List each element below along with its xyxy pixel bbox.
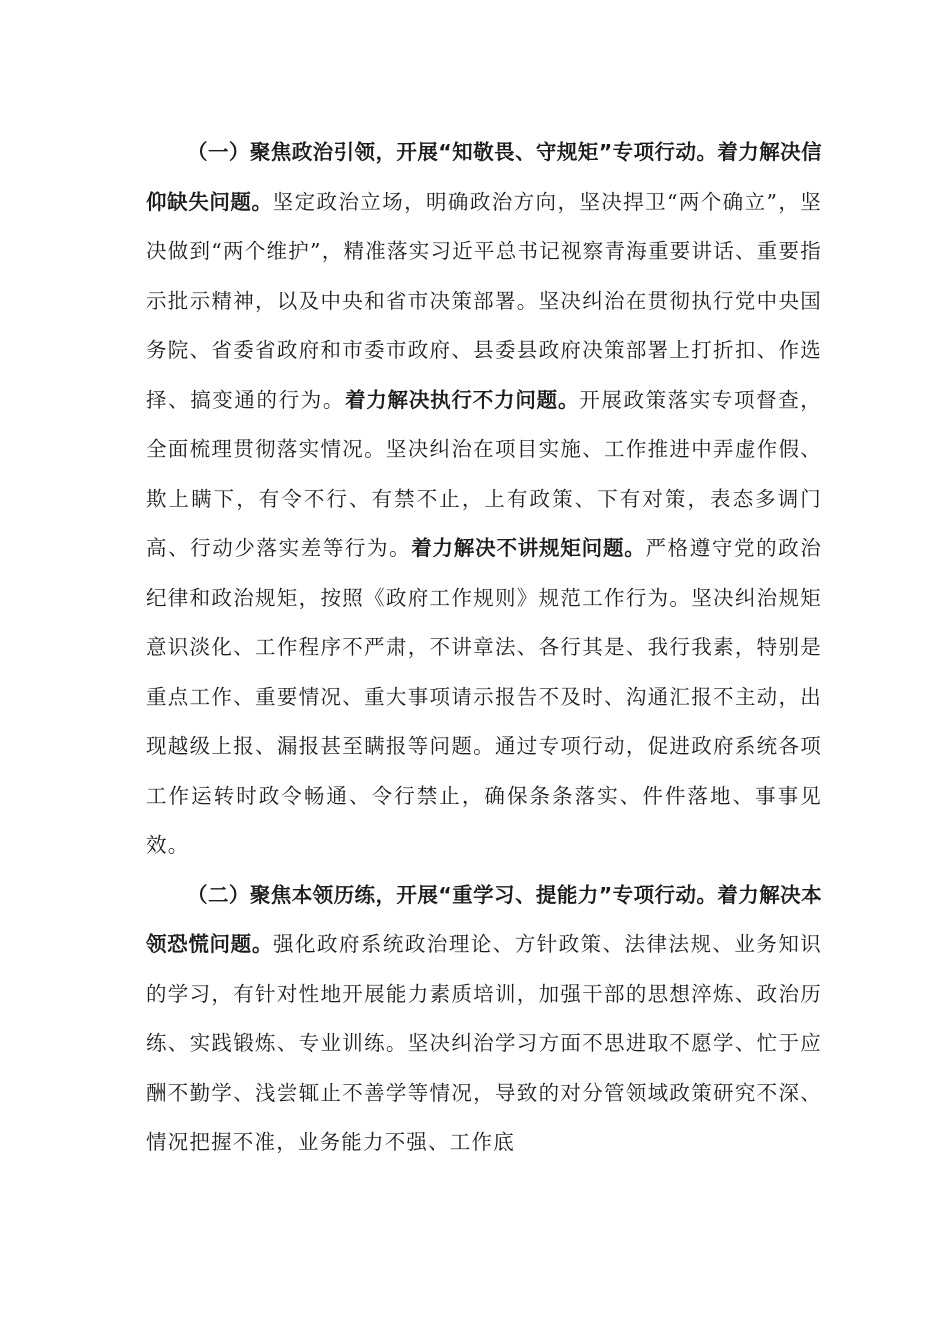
paragraph-text: 强化政府系统政治理论、方针政策、法律法规、业务知识的学习，有针对性地开展能力素质培训，加强干部的思想淬炼、政治历练、实践锻炼、专业训练。坚决纠治学习方面不思进取不愿学、忙于应酬不勤学、浅尝辄止不善学等情况，导致的对分管领域政策研究不深、情况把握不准，业务能力不强、工作底 (146, 932, 823, 1154)
paragraph-2 (146, 871, 822, 1168)
subheading-execution: 着力解决执行不力问题。 (344, 387, 580, 412)
document-body (146, 128, 822, 1168)
paragraph-text: 坚定政治立场，明确政治方向，坚决捍卫“两个确立”，坚决做到“两个维护”，精准落实习近平总书记视察青海重要讲话、重要指示批示精神，以及中央和省市决策部署。坚决纠治在贯彻执行党中央国务院、省委省政府和市委市政府、县委县政府决策部署上打折扣、作选择、搞变通的行为。 (146, 189, 822, 412)
section-heading-2: （二）聚焦本领历练，开展“重学习、提能力”专项行动。着力解决本领恐慌问题。 (146, 882, 822, 956)
paragraph-text: 开展政策落实专项督查，全面梳理贯彻落实情况。坚决纠治在项目实施、工作推进中弄虚作假、欺上瞒下，有令不行、有禁不止，上有政策、下有对策，表态多调门高、行动少落实差等行为。 (146, 387, 822, 560)
subheading-rules: 着力解决不讲规矩问题。 (411, 536, 646, 560)
paragraph-1 (146, 128, 822, 871)
paragraph-text: 严格遵守党的政治纪律和政治规矩，按照《政府工作规则》规范工作行为。坚决纠治规矩意识淡化、工作程序不严肃，不讲章法、各行其是、我行我素，特别是重点工作、重要情况、重大事项请示报告不及时、沟通汇报不主动，出现越级上报、漏报甚至瞒报等问题。通过专项行动，促进政府系统各项工作运转时政令畅通、令行禁止，确保条条落实、件件落地、事事见效。 (146, 536, 822, 857)
section-heading-1: （一）聚焦政治引领，开展“知敬畏、守规矩”专项行动。着力解决信仰缺失问题。 (146, 140, 822, 214)
